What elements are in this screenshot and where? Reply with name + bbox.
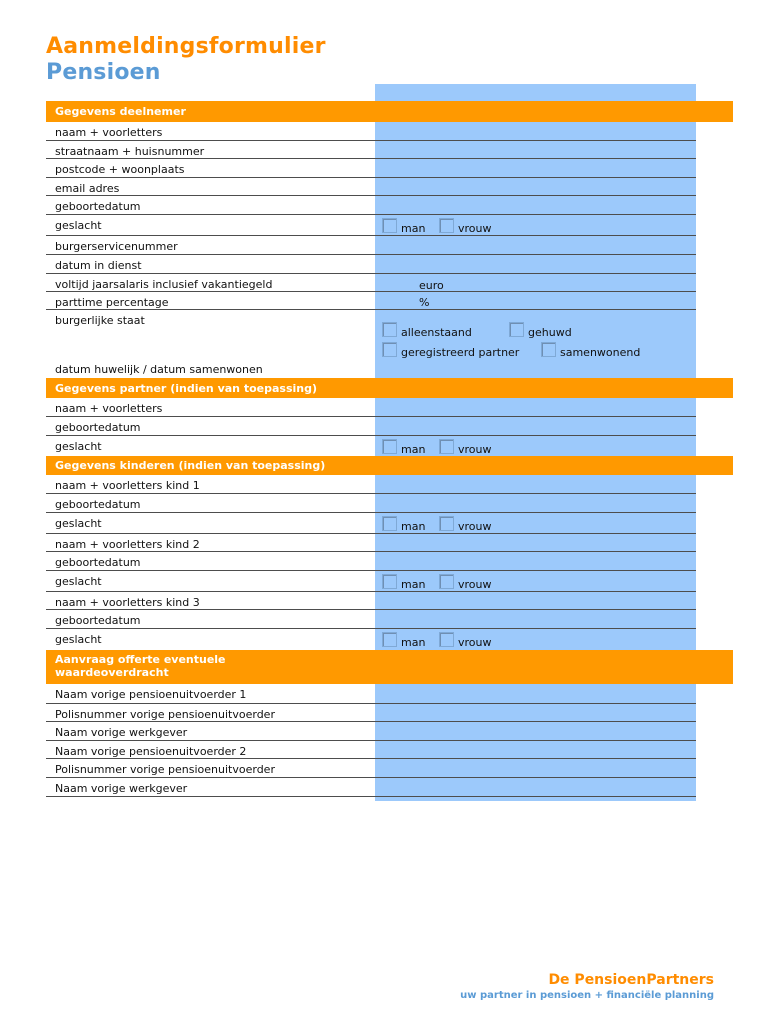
checkbox[interactable] xyxy=(439,516,454,531)
field-polisnummer-1[interactable] xyxy=(46,704,696,722)
field-label: parttime percentage xyxy=(55,296,169,309)
field-label: Naam vorige pensioenuitvoerder 2 xyxy=(55,745,247,758)
field-label: geslacht xyxy=(55,633,102,646)
field-huwelijk[interactable] xyxy=(46,363,696,378)
field-label: geboortedatum xyxy=(55,421,141,434)
field-label: naam + voorletters kind 2 xyxy=(55,538,200,551)
field-werkgever-2[interactable] xyxy=(46,778,696,797)
option-geregistreerd-partner[interactable]: geregistreerd partner xyxy=(382,345,519,360)
field-partner-naam[interactable] xyxy=(46,398,696,417)
field-werkgever-1[interactable] xyxy=(46,722,696,741)
checkbox[interactable] xyxy=(541,342,556,357)
checkbox[interactable] xyxy=(439,574,454,589)
form-subtitle: Pensioen xyxy=(46,60,161,85)
field-label: datum huwelijk / datum samenwonen xyxy=(55,363,263,376)
option-alleenstaand[interactable]: alleenstaand xyxy=(382,325,472,340)
header-line: waardeoverdracht xyxy=(55,666,169,679)
checkbox[interactable] xyxy=(439,218,454,233)
field-label: naam + voorletters xyxy=(55,126,163,139)
header-line: Aanvraag offerte eventuele xyxy=(55,653,226,666)
option-man[interactable]: man xyxy=(382,635,425,650)
field-label: straatnaam + huisnummer xyxy=(55,145,205,158)
field-salaris[interactable] xyxy=(46,274,696,292)
field-label: datum in dienst xyxy=(55,259,142,272)
field-bsn[interactable] xyxy=(46,236,696,255)
field-kind2-naam[interactable] xyxy=(46,534,696,552)
field-kind3-naam[interactable] xyxy=(46,592,696,610)
field-postcode[interactable] xyxy=(46,159,696,178)
checkbox[interactable] xyxy=(439,439,454,454)
unit-percent: % xyxy=(419,296,430,309)
section-header-kinderen: Gegevens kinderen (indien van toepassing) xyxy=(46,456,733,475)
checkbox[interactable] xyxy=(382,632,397,647)
field-label: postcode + woonplaats xyxy=(55,163,185,176)
field-kind2-geslacht xyxy=(46,571,696,592)
field-kind1-geslacht xyxy=(46,513,696,534)
field-straat[interactable] xyxy=(46,141,696,159)
field-geboortedatum[interactable] xyxy=(46,196,696,215)
footer-tagline: uw partner in pensioen + financiële planning xyxy=(460,990,714,1001)
field-label: geslacht xyxy=(55,440,102,453)
option-vrouw[interactable]: vrouw xyxy=(439,519,492,534)
checkbox[interactable] xyxy=(382,439,397,454)
field-pensioenuitvoerder-2[interactable] xyxy=(46,741,696,759)
option-samenwonend[interactable]: samenwonend xyxy=(541,345,640,360)
checkbox[interactable] xyxy=(439,632,454,647)
option-man[interactable]: man xyxy=(382,221,425,236)
field-label: Naam vorige werkgever xyxy=(55,726,188,739)
field-kind1-naam[interactable] xyxy=(46,475,696,494)
checkbox[interactable] xyxy=(382,574,397,589)
field-geslacht xyxy=(46,215,696,236)
option-vrouw[interactable]: vrouw xyxy=(439,442,492,457)
field-label: geboortedatum xyxy=(55,614,141,627)
field-parttime[interactable] xyxy=(46,292,696,310)
field-dienst[interactable] xyxy=(46,255,696,274)
option-vrouw[interactable]: vrouw xyxy=(439,635,492,650)
option-man[interactable]: man xyxy=(382,519,425,534)
field-partner-geslacht xyxy=(46,436,696,456)
checkbox[interactable] xyxy=(382,322,397,337)
field-kind3-geslacht xyxy=(46,629,696,650)
checkbox[interactable] xyxy=(382,342,397,357)
field-label: geboortedatum xyxy=(55,200,141,213)
checkbox[interactable] xyxy=(509,322,524,337)
field-label: Polisnummer vorige pensioenuitvoerder xyxy=(55,763,275,776)
form-body xyxy=(46,101,733,797)
field-label: naam + voorletters xyxy=(55,402,163,415)
field-kind3-geboortedatum[interactable] xyxy=(46,610,696,629)
field-label: voltijd jaarsalaris inclusief vakantiegeld xyxy=(55,278,273,291)
field-label: naam + voorletters kind 3 xyxy=(55,596,200,609)
checkbox[interactable] xyxy=(382,218,397,233)
footer-brand: De PensioenPartners xyxy=(548,972,714,988)
section-header-partner: Gegevens partner (indien van toepassing) xyxy=(46,378,733,398)
field-label: email adres xyxy=(55,182,120,195)
section-header-offerte xyxy=(46,650,733,684)
option-vrouw[interactable]: vrouw xyxy=(439,577,492,592)
option-vrouw[interactable]: vrouw xyxy=(439,221,492,236)
field-email[interactable] xyxy=(46,178,696,196)
field-label: geslacht xyxy=(55,219,102,232)
unit-euro: euro xyxy=(419,279,444,292)
field-label: burgerlijke staat xyxy=(55,314,145,327)
field-label: burgerservicenummer xyxy=(55,240,178,253)
option-gehuwd[interactable]: gehuwd xyxy=(509,325,572,340)
field-label: geslacht xyxy=(55,575,102,588)
field-label: Polisnummer vorige pensioenuitvoerder xyxy=(55,708,275,721)
field-kind1-geboortedatum[interactable] xyxy=(46,494,696,513)
field-partner-geboortedatum[interactable] xyxy=(46,417,696,436)
field-label: Naam vorige werkgever xyxy=(55,782,188,795)
field-label: geslacht xyxy=(55,517,102,530)
field-label: geboortedatum xyxy=(55,498,141,511)
form-title: Aanmeldingsformulier xyxy=(46,34,326,59)
checkbox[interactable] xyxy=(382,516,397,531)
option-man[interactable]: man xyxy=(382,442,425,457)
field-label: geboortedatum xyxy=(55,556,141,569)
field-naam[interactable] xyxy=(46,122,696,141)
field-polisnummer-2[interactable] xyxy=(46,759,696,778)
field-pensioenuitvoerder-1[interactable] xyxy=(46,684,696,704)
section-header-deelnemer: Gegevens deelnemer xyxy=(46,101,733,122)
field-kind2-geboortedatum[interactable] xyxy=(46,552,696,571)
option-man[interactable]: man xyxy=(382,577,425,592)
field-label: Naam vorige pensioenuitvoerder 1 xyxy=(55,688,247,701)
field-label: naam + voorletters kind 1 xyxy=(55,479,200,492)
